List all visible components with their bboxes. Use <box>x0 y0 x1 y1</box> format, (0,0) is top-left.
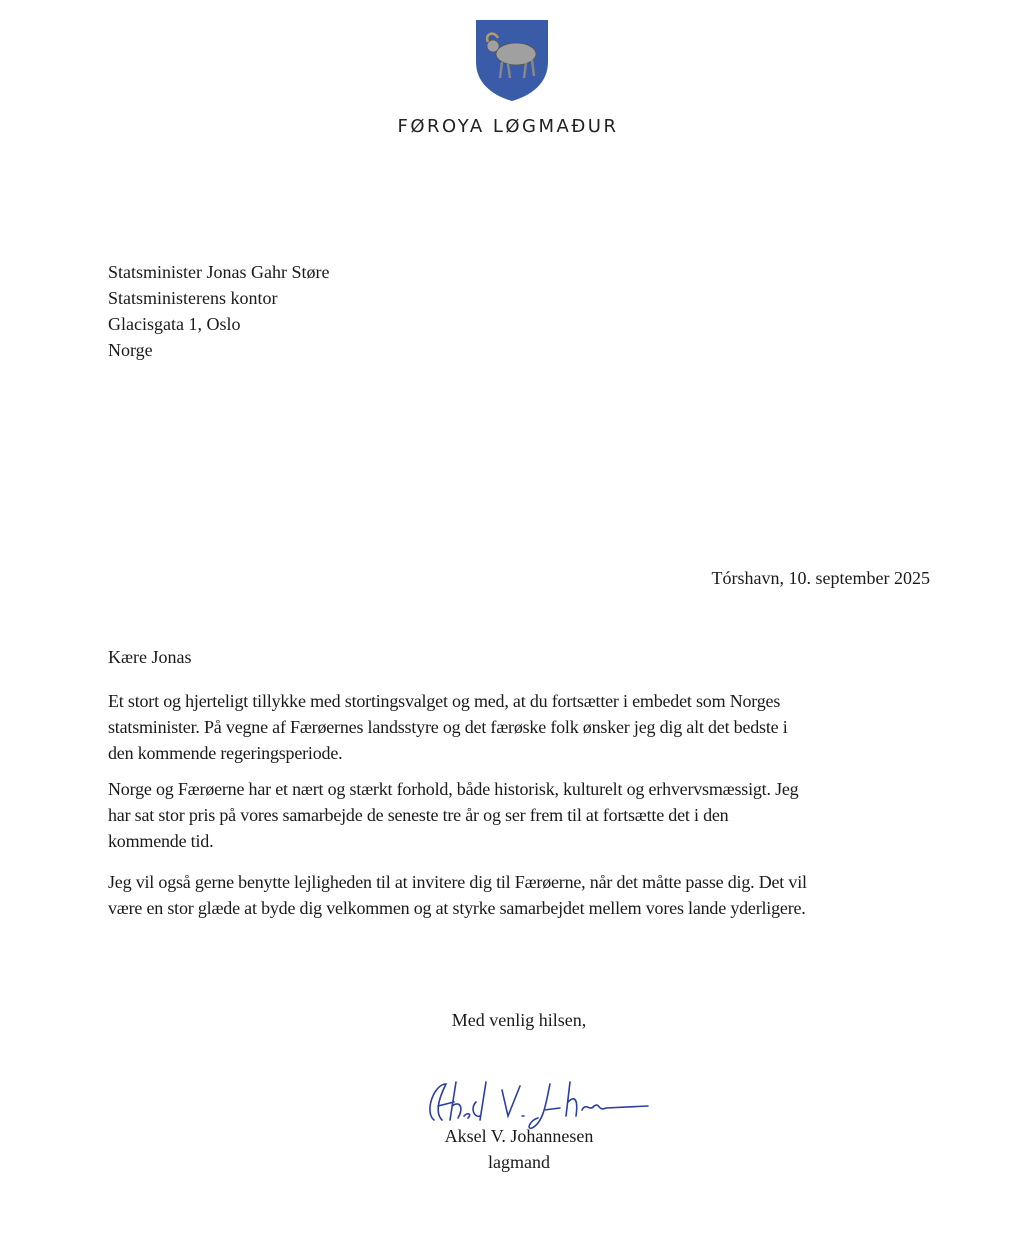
letterhead-organization: FØROYA LØGMAÐUR <box>397 116 619 137</box>
recipient-address <box>108 259 329 363</box>
paragraph-line: Et stort og hjerteligt tillykke med stortingsvalget og med, at du fortsætter i embedet som Norges <box>108 691 781 711</box>
address-line: Norge <box>108 340 153 360</box>
paragraph-line: være en stor glæde at byde dig velkommen og at styrke samarbejdet mellem vores lande yderligere. <box>108 898 806 918</box>
signer-name: Aksel V. Johannesen <box>444 1126 594 1146</box>
handwritten-signature <box>420 1072 660 1132</box>
paragraph-line: kommende tid. <box>108 831 214 851</box>
paragraph-line: statsminister. På vegne af Færøernes landsstyre og det færøske folk ønsker jeg dig alt det bedste i <box>108 717 788 737</box>
salutation: Kære Jonas <box>108 647 192 667</box>
paragraph-line: Jeg vil også gerne benytte lejligheden til at invitere dig til Færøerne, når det måtte passe dig. Det vil <box>108 872 807 892</box>
paragraph <box>108 776 798 854</box>
closing: Med venlig hilsen, <box>451 1010 587 1030</box>
address-line: Statsministerens kontor <box>108 288 278 308</box>
address-line: Glacisgata 1, Oslo <box>108 314 241 334</box>
coat-of-arms-ram-icon <box>474 18 550 102</box>
paragraph-line: har sat stor pris på vores samarbejde de seneste tre år og ser frem til at fortsætte det i den <box>108 805 729 825</box>
paragraph <box>108 688 788 766</box>
paragraph-line: den kommende regeringsperiode. <box>108 743 343 763</box>
paragraph-line: Norge og Færøerne har et nært og stærkt forhold, både historisk, kulturelt og erhvervsmæssigt. Jeg <box>108 779 799 799</box>
address-line: Statsminister Jonas Gahr Støre <box>108 262 330 282</box>
paragraph <box>108 869 807 921</box>
date-line: Tórshavn, 10. september 2025 <box>711 568 930 588</box>
signer-title: lagmand <box>488 1152 550 1172</box>
